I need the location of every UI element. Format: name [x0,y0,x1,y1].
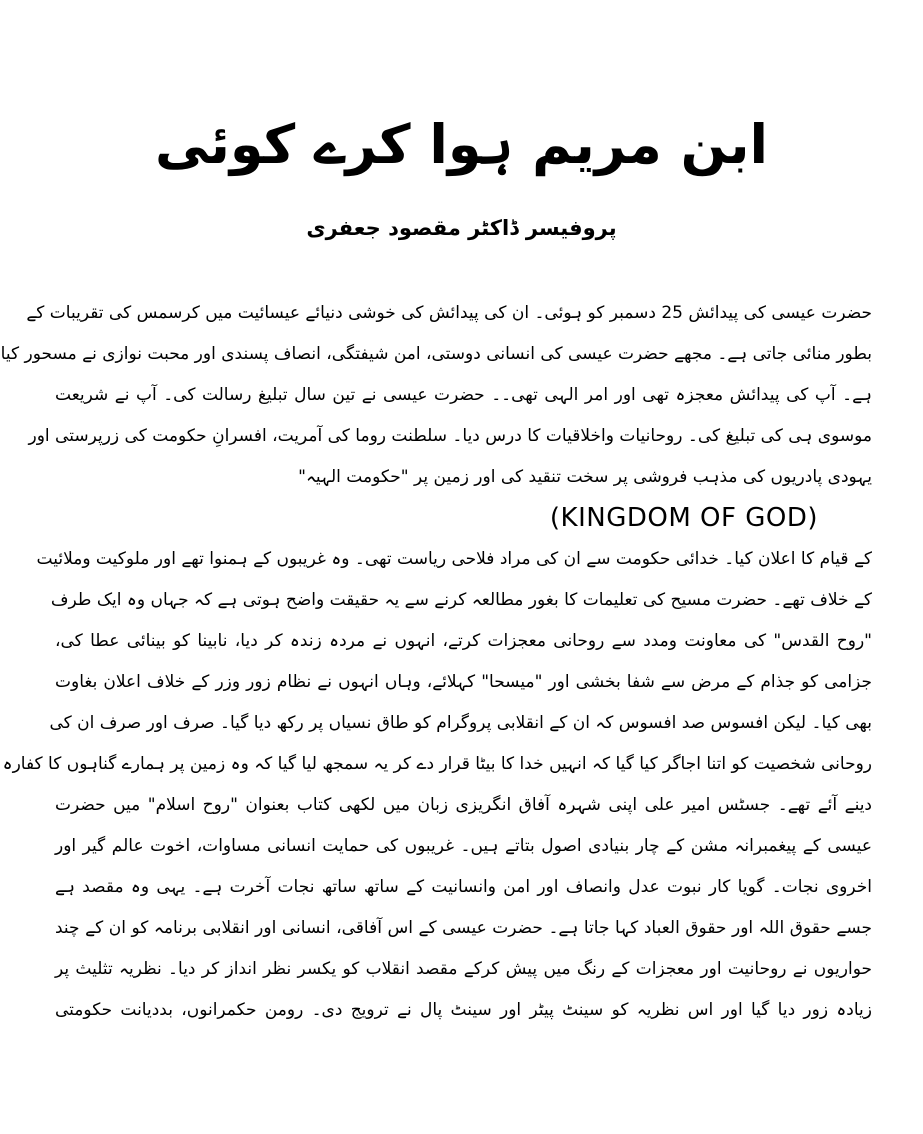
urdu-text-line: یہودی پادریوں کی مذہب فروشی پر سخت تنقید کی اور زمین پر "حکومت الہیہ" [298,467,872,487]
urdu-text-line: بھی کیا۔ لیکن افسوس صد افسوس کہ ان کے انقلابی پروگرام کو طاق نسیاں پر رکھ دیا گیا۔ صرف اور صرف ان کی [49,713,872,733]
urdu-text-line: حواریوں نے روحانیت اور معجزات کے رنگ میں پیش کرکے مقصد انقلاب کو یکسر نظر انداز کر دیا۔ نظریہ تثلیث پر [55,959,872,979]
urdu-text-line: کے خلاف تھے۔ حضرت مسیح کی تعلیمات کا بغور مطالعہ کرنے سے یہ حقیقت واضح ہوتی ہے کہ جہاں وہ ایک طرف [50,590,872,610]
urdu-text-line: بطور منائی جاتی ہے۔ مجھے حضرت عیسی کی انسانی دوستی، امن شیفتگی، انصاف پسندی اور محبت نوازی نے مسحور کیا [0,344,872,364]
urdu-text-line: موسوی ہی کی تبلیغ کی۔ روحانیات واخلاقیات کا درس دیا۔ سلطنت روما کی آمریت، افسرانِ حکومت کی زرپرستی اور [28,426,872,446]
urdu-text-line: ہے۔ آپ کی پیدائش معجزہ تھی اور امر الہی تھی۔۔ حضرت عیسی نے تین سال تبلیغ رسالت کی۔ آپ نے شریعت [55,385,872,405]
article-body [0,293,872,1031]
english-heading-line: (KINGDOM OF GOD) [549,503,818,533]
urdu-text-line: حضرت عیسی کی پیدائش 25 دسمبر کو ہوئی۔ ان کی پیدائش کی خوشی دنیائے عیسائیت میں کرسمس کی تقریبات کے [26,303,872,323]
urdu-text-line: زیادہ زور دیا گیا اور اس نظریہ کو سینٹ پیٹر اور سینٹ پال نے ترویج دی۔ رومن حکمرانوں، بددیانت حکومتی [55,1000,872,1020]
urdu-text-line: کے قیام کا اعلان کیا۔ خدائی حکومت سے ان کی مراد فلاحی ریاست تھی۔ وہ غریبوں کے ہمنوا تھے اور ملوکیت وملائیت [36,549,872,569]
urdu-text-line: روحانی شخصیت کو اتنا اجاگر کیا گیا کہ انہیں خدا کا بیٹا قرار دے کر یہ سمجھ لیا گیا کہ وہ زمین پر ہمارے گناہوں کا کفارہ [2,754,872,774]
urdu-text-line: جسے حقوق اللہ اور حقوق العباد کہا جاتا ہے۔ حضرت عیسی کے اس آفاقی، انسانی اور انقلابی برنامہ کو ان کے چند [55,918,872,938]
urdu-text-line: اخروی نجات۔ گویا کار نبوت عدل وانصاف اور امن وانسانیت کے ساتھ ساتھ نجات آخرت ہے۔ یہی وہ مقصد ہے [55,877,872,897]
urdu-text-line: دینے آئے تھے۔ جسٹس امیر علی اپنی شہرہ آفاق انگریزی زبان میں لکھی کتاب بعنوان "روح اسلام" میں حضرت [55,795,872,815]
author-byline: پروفیسر ڈاکٹر مقصود جعفری [306,216,617,240]
page-title: ابن مریم ہوا کرے کوئی [154,113,769,176]
urdu-text-line: عیسی کے پیغمبرانہ مشن کے چار بنیادی اصول بتاتے ہیں۔ غریبوں کی حمایت انسانی مساوات، اخوت عالم گیر اور [55,836,872,856]
urdu-text-line: جزامی کو جذام کے مرض سے شفا بخشی اور "میسحا" کہلائے، وہاں انہوں نے نظام زور وزر کے خلاف اعلان بغاوت [55,672,872,692]
urdu-text-line: "روح القدس" کی معاونت ومدد سے روحانی معجزات کرتے، انہوں نے مردہ زندہ کر دیا، نابینا کو بینائی عطا کی، [55,631,872,651]
